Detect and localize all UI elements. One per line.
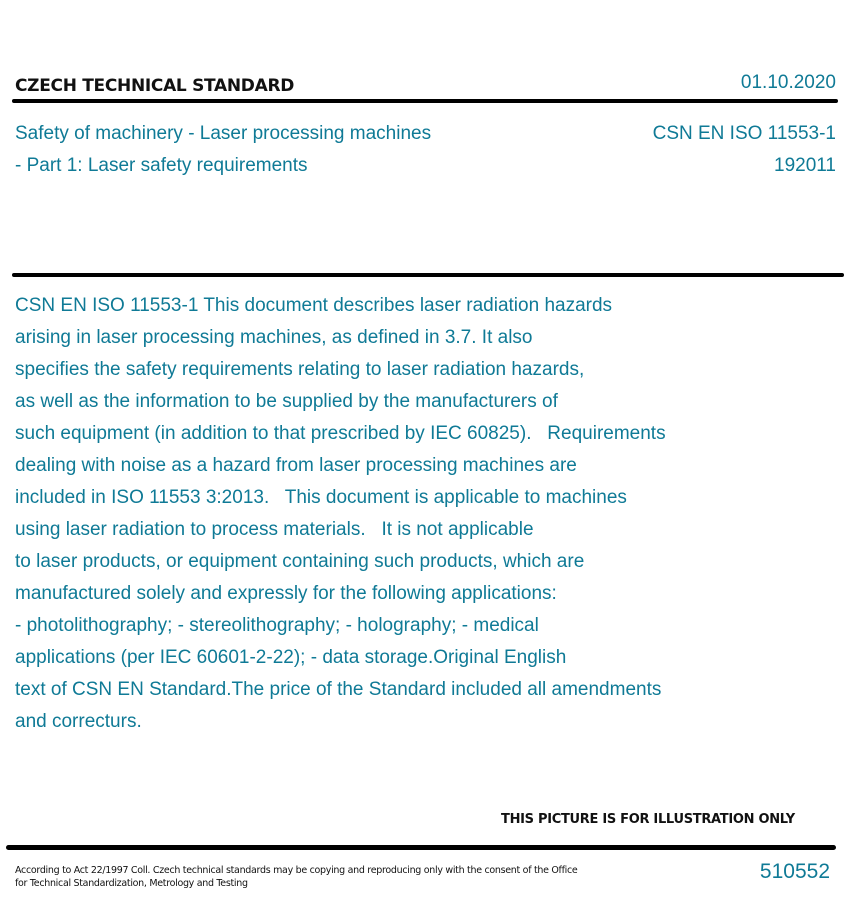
description-line: arising in laser processing machines, as defined in 3.7. It also (15, 327, 533, 348)
class-number: 192011 (774, 155, 836, 176)
standard-title-line: - Part 1: Laser safety requirements (15, 155, 308, 176)
description-line: CSN EN ISO 11553-1 This document describes laser radiation hazards (15, 295, 613, 316)
document-number: 510552 (759, 860, 830, 883)
footer-divider (6, 845, 836, 850)
standard-title-line: Safety of machinery - Laser processing machines (15, 123, 432, 144)
document-type-label: CZECH TECHNICAL STANDARD (15, 76, 295, 96)
illustration-notice: THIS PICTURE IS FOR ILLUSTRATION ONLY (501, 812, 795, 827)
legal-notice (15, 864, 577, 890)
description-line: and correcturs. (15, 711, 142, 732)
standard-code: CSN EN ISO 11553-1 (652, 123, 836, 144)
description-line: as well as the information to be supplied by the manufacturers of (15, 391, 558, 412)
description-line: applications (per IEC 60601-2-22); - data storage.Original English (15, 647, 567, 668)
description-line: specifies the safety requirements relating to laser radiation hazards, (15, 359, 585, 380)
description-line: using laser radiation to process materials. It is not applicable (15, 519, 534, 540)
description-line: dealing with noise as a hazard from laser processing machines are (15, 455, 577, 476)
description-line: - photolithography; - stereolithography; - holography; - medical (15, 615, 539, 636)
standard-identifiers (653, 118, 836, 182)
publication-date: 01.10.2020 (740, 72, 836, 93)
description-line: text of CSN EN Standard.The price of the Standard included all amendments (15, 679, 662, 700)
description-line: manufactured solely and expressly for the following applications: (15, 583, 557, 604)
header-divider (12, 99, 838, 103)
description-line: such equipment (in addition to that prescribed by IEC 60825). Requirements (15, 423, 666, 444)
description-line: included in ISO 11553 3:2013. This document is applicable to machines (15, 487, 627, 508)
legal-notice-line: for Technical Standardization, Metrology and Testing (15, 878, 248, 889)
description-line: to laser products, or equipment containing such products, which are (15, 551, 585, 572)
standard-title (15, 118, 431, 182)
legal-notice-line: According to Act 22/1997 Coll. Czech technical standards may be copying and reproducing only with the consent of the Office (15, 865, 578, 876)
standard-description (15, 290, 815, 738)
title-divider (12, 273, 844, 277)
